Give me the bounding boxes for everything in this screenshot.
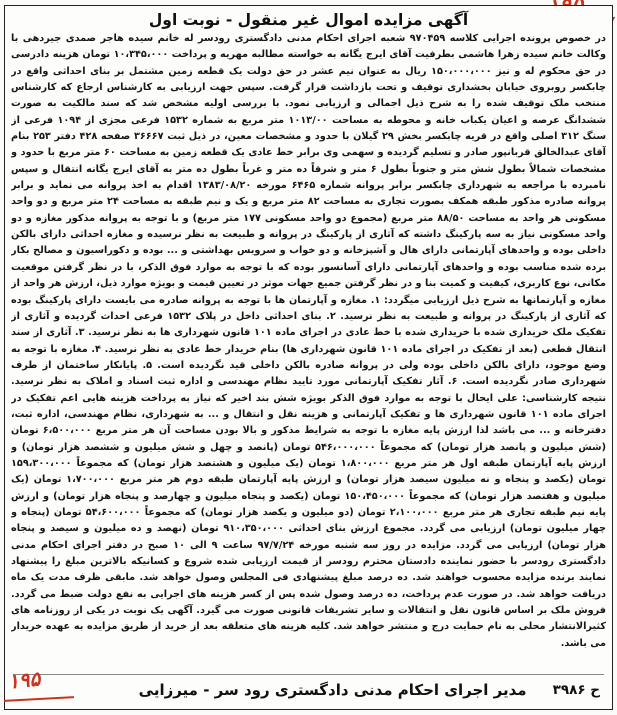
notice-code: ح ۳۹۸۶: [552, 682, 600, 698]
notice-signature: مدیر اجرای احکام مدنی دادگستری رود سر - میرزایی: [138, 681, 527, 699]
notice-body: [11, 31, 606, 671]
notice-footer: [13, 674, 604, 705]
handwritten-number-bottom: ۱۹۵: [6, 666, 42, 694]
auction-notice: [4, 5, 613, 710]
notice-title: آگهی مزایده اموال غیر منقول - نوبت اول: [148, 11, 469, 29]
notice-body-paragraph: در خصوص پرونده اجرایی کلاسه ۹۷۰۴۵۹ شعبه اجرای احکام مدنی دادگستری رودسر له خانم سیده هاجر صمدی جیردهی با وکالت خانم سیده زهرا هاشمی بطرفیت آقای ایرج یگانه به خواسته مطالبه مهریه و پرداخت ۱۰،۳۴۵،۰۰۰ تومان هزینه دادرسی در حق محکوم له و نیز ۱۵۰،۰۰۰،۰۰۰ ریال به عنوان نیم عشر در حق دولت یک قطعه زمین مشتمل بر بنای احداثی واقع در چابکسر روبروی خیابان بخشداری توقیف و تحت بازداشت قرار گرفت. سپس جهت ارزیابی به کارشناس ارجاع که کارشناس منتخب ملک توقیف شده را به شرح ذیل اجمالی و ارزیابی نمود. با بررسی اولیه مشخص شد که سند مالکیت به صورت ششدانگ عرصه و اعیان یکباب خانه و محوطه به مساحت ۱۰۱۳/۰۰ متر مربع به شماره ۱۵۳۲ فرعی مجزی از ۱۰۹۴ فرعی از سنگ ۳۱۲ اصلی واقع در قریه چابکسر بخش ۲۹ گیلان با حدود و مشخصات معین، در ذیل ثبت ۳۶۶۶۷ صفحه ۴۲۸ دفتر ۲۵۳ بنام آقای عبدالخالق قربانپور صادر و تسلیم گردیده و سهمی وی برابر خط عادی یک قطعه زمین به مساحت ۶۰ متر مربع با حدود و مشخصات شمالاً بطول شش متر و جنوباً بطول ۶ متر و شرقاً ده متر و غرباً بطول ده متر به آقای ایرج یگانه انتقال و سپس نامبرده با مراجعه به شهرداری چابکسر برابر پروانه شماره ۶۴۶۵ مورخه ۱۳۸۳/۰۸/۲۰ اقدام به اخذ پروانه می نماید و برابر پروانه صادره مذکور طبقه همکف بصورت تجاری به مساحت ۸۲ متر مربع و یک و نیم طبقه به مساحت ۲۴ متر مربع و دو واحد مسکونی هر واحد به مساحت ۸۸/۵۰ متر مربع (مجموع دو واحد مسکونی ۱۷۷ متر مربع) و با توجه به پروانه مذکور مغازه و دو واحد مسکونی نیاز به سه پارکینگ داشته که آثاری از پارکینگ در پروانه و طبیعت به نظر نرسیده و مغازه احداثی دارای بالکن داخلی بوده و واحدهای آپارتمانی دارای هال و آشپزخانه و دو خواب و سرویس بهداشتی و ... بوده و دکوراسیون و مصالح بکار برده شده مناسب بوده و واحدهای آپارتمانی دارای آسانسور بوده که با توجه به موارد فوق الذکر، با در نظر گرفتن موقعیت مکانی، نوع کاربری، کیفیت و کمیت بنا و در نظر گرفتن جمیع جهات موثر در تعیین قیمت و بویژه موارد ذیل، ارزش هر واحد از مغازه و آپارتمانها به شرح ذیل ارزیابی میگردد: ۱. مغازه و آپارتمان ها با توجه به پروانه صادره می بایست دارای پارکینگ بوده که آثاری از پارکینگ در پروانه و طبیعت به نظر نرسید. ۲. بنای احداثی داخل در پلاک ۱۵۳۲ فرعی احداث گردیده و آثاری از تفکیک ملک خریداری شده با خریداری شده با خط عادی در اجرای ماده ۱۰۱ قانون شهرداری ها به نظر نرسید. ۳. آثاری از سند انتقال قطعی (بعد از تفکیک در اجرای ماده ۱۰۱ قانون شهرداری ها) بنام خریدار خط عادی به نظر نرسید. ۴. مغازه با توجه به وضع موجود، دارای بالکن داخلی بوده ولی در پروانه صادره بالکن داخلی قید نگردیده است. ۵. پایانکار ساختمان از طرف شهرداری صادر نگردیده است. ۶. آثار تفکیک آپارتمانی مورد تایید نظام مهندسی و اداره ثبت اسناد و املاک به نظر نرسید. نتیجه کارشناسی: علی ایحال با توجه به موارد فوق الذکر بویژه شش بند اخیر که نیاز به پرداخت هزینه هایی اعم تفکیک در اجرای ماده ۱۰۱ قانون شهرداری ها و تفکیک آپارتمانی و هزینه نقل و انتقال و ... به شهرداری، نظام مهندسی، اداره ثبت، دفترخانه و ... می باشد لذا ارزش پایه مغازه با توجه به شرایط مذکور و بالا بودن مساحت آن هر متر مربع ۶،۵۰۰،۰۰۰ تومان (شش میلیون و پانصد هزار تومان) که مجموعاً ۵۴۶،۰۰۰،۰۰۰ تومان (پانصد و چهل و شش میلیون و ششصد هزار تومان) و ارزش پایه آپارتمان طبقه اول هر متر مربع ۱،۸۰۰،۰۰۰ تومان (یک میلیون و هشتصد هزار تومان) که مجموعاً ۱۵۹،۳۰۰،۰۰۰ تومان (یکصد و پنجاه و نه میلیون سیصد هزار تومان) و ارزش پایه آپارتمان طبقه دوم هر متر مربع ۱،۷۰۰،۰۰۰ تومان (یک میلیون و هفتصد هزار تومان) که مجموعاً ۱۵۰،۴۵۰،۰۰۰ تومان (یکصد و پنجاه میلیون و چهارصد و پنجاه هزار تومان) و ارزش پایه نیم طبقه تجاری هر متر مربع ۲،۱۰۰،۰۰۰ تومان (دو میلیون و یکصد هزار تومان) که مجموعاً ۵۴،۶۰۰،۰۰۰ تومان (پنجاه و چهار میلیون تومان) ارزیابی می گردد. مجموع ارزش بنای احداثی ۹۱۰،۳۵۰،۰۰۰ تومان (نهصد و ده میلیون و سیصد و پنجاه هزار تومان) ارزیابی می گردد. مزایده در روز سه شنبه مورخه ۹۷/۷/۲۴ ساعت ۹ الی ۱۰ صبح در دفتر اجرای احکام مدنی دادگستری رودسر با حضور نماینده دادستان محترم رودسر از قیمت ارزیابی شده شروع و کسانیکه بالاترین مبلغ را پیشنهاد نمایند برنده مزایده محسوب خواهند شد. ده درصد مبلغ پیشنهادی فی المجلس وصول خواهد شد. مابقی ظرف مدت یک ماه دریافت خواهد شد. در صورت عدم پرداخت، ده درصد وصول شده پس از کسر هزینه های اجرایی به نفع دولت ضبط می گردد. فروش ملک بر اساس قانون نقل و انتقالات و سایر تشریفات قانونی صورت می گیرد. آگهی یک نوبت در یکی از روزنامه های کثیرالانتشار محلی به نام حمایت درج و منتشر خواهد شد. کلیه هزینه های متعلقه بعد از خرید از طریق مزایده به عهده خریدار می باشد.: [11, 33, 606, 649]
